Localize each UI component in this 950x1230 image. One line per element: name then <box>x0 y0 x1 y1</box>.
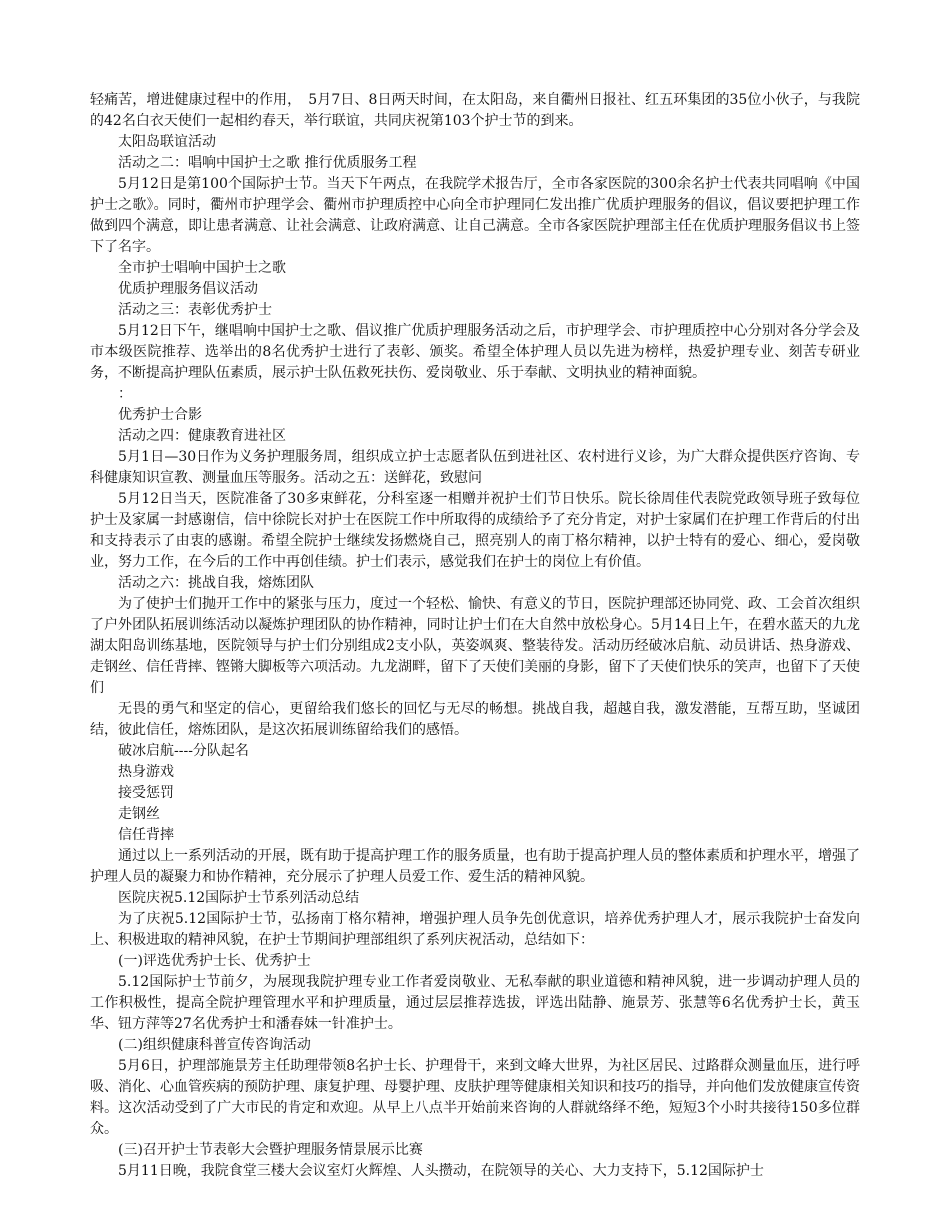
paragraph: 太阳岛联谊活动 <box>118 134 216 150</box>
paragraph: 活动之六：挑战自我，熔炼团队 <box>118 575 314 591</box>
paragraph: (三)召开护士节表彰大会暨护理服务情景展示比赛 <box>118 1142 423 1158</box>
paragraph: 通过以上一系列活动的开展，既有助于提高护理工作的服务质量，也有助于提高护理人员的整体素质和护理水平，增强了护理人员的凝聚力和协作精神，充分展示了护理人员爱工作、爱生活的精神风貌。 <box>90 848 860 885</box>
paragraph: 5月12日是第100个国际护士节。当天下午两点，在我院学术报告厅，全市各家医院的300余名护士代表共同唱响《中国护士之歌》。同时，衢州市护理学会、衢州市护理质控中心向全市护理同仁发出推广优质护理服务的倡议，倡议要把护理工作做到四个满意，即让患者满意、让社会满意、让政府满意、让自己满意。全市各家医院护理部主任在优质护理服务倡议书上签下了名字。 <box>90 176 860 255</box>
paragraph: 5.12国际护士节前夕，为展现我院护理专业工作者爱岗敬业、无私奉献的职业道德和精神风貌，进一步调动护理人员的工作积极性，提高全院护理管理水平和护理质量，通过层层推荐选拔，评选出陆静、施景芳、张慧等6名优秀护士长，黄玉华、钮方萍等27名优秀护士和潘春妹一针准护士。 <box>90 974 860 1032</box>
paragraph: 全市护士唱响中国护士之歌 <box>118 260 286 276</box>
paragraph: 为了使护士们抛开工作中的紧张与压力，度过一个轻松、愉快、有意义的节日，医院护理部还协同党、政、工会首次组织了户外团队拓展训练活动以凝炼护理团队的协作精神，同时让护士们在大自然中放松身心。5月14日上午，在碧水蓝天的九龙湖太阳岛训练基地，医院领导与护士们分别组成2支小队，英姿飒爽、整装待发。活动历经破冰启航、动员讲话、热身游戏、走钢丝、信任背摔、铿锵大脚板等六项活动。九龙湖畔，留下了天使们美丽的身影，留下了天使们快乐的笑声，也留下了天使们 <box>90 596 860 696</box>
paragraph: 优质护理服务倡议活动 <box>118 281 258 297</box>
paragraph: 5月12日当天，医院准备了30多束鲜花，分科室逐一相赠并祝护士们节日快乐。院长徐周佳代表院党政领导班子致每位护士及家属一封感谢信，信中徐院长对护士在医院工作中所取得的成绩给予了充分肯定，对护士家属们在护理工作背后的付出和支持表示了由衷的感谢。希望全院护士继续发扬燃烧自己，照亮别人的南丁格尔精神，以护士特有的爱心、细心，爱岗敬业，努力工作，在今后的工作中再创佳绩。护士们表示，感觉我们在护士的岗位上有价值。 <box>90 491 860 570</box>
paragraph: ： <box>118 386 132 402</box>
paragraph: (一)评选优秀护士长、优秀护士 <box>118 953 311 969</box>
paragraph: 活动之二：唱响中国护士之歌 推行优质服务工程 <box>118 155 417 171</box>
paragraph: 接受惩罚 <box>118 785 174 801</box>
paragraph: 破冰启航----分队起名 <box>118 743 249 759</box>
paragraph: (二)组织健康科普宣传咨询活动 <box>118 1037 311 1053</box>
paragraph: 活动之四：健康教育进社区 <box>118 428 286 444</box>
paragraph: 活动之三：表彰优秀护士 <box>118 302 272 318</box>
paragraph: 优秀护士合影 <box>118 407 202 423</box>
paragraph: 医院庆祝5.12国际护士节系列活动总结 <box>118 890 360 906</box>
paragraph: 信任背摔 <box>118 827 174 843</box>
paragraph: 5月6日，护理部施景芳主任助理带领8名护士长、护理骨干，来到文峰大世界，为社区居民、过路群众测量血压，进行呼吸、消化、心血管疾病的预防护理、康复护理、母婴护理、皮肤护理等健康相关知识和技巧的指导，并向他们发放健康宣传资料。这次活动受到了广大市民的肯定和欢迎。从早上八点半开始前来咨询的人群就络绎不绝，短短3个小时共接待150多位群众。 <box>90 1058 860 1137</box>
paragraph: 轻痛苦，增进健康过程中的作用， 5月7日、8日两天时间，在太阳岛，来自衢州日报社、红五环集团的35位小伙子，与我院的42名白衣天使们一起相约春天，举行联谊，共同庆祝第103个护士节的到来。 <box>90 92 860 129</box>
paragraph: 5月1日—30日作为义务护理服务周，组织成立护士志愿者队伍到进社区、农村进行义诊，为广大群众提供医疗咨询、专科健康知识宣教、测量血压等服务。活动之五：送鲜花，致慰问 <box>90 449 860 486</box>
paragraph: 5月11日晚，我院食堂三楼大会议室灯火辉煌、人头攒动，在院领导的关心、大力支持下，5.12国际护士 <box>118 1163 764 1179</box>
paragraph: 走钢丝 <box>118 806 160 822</box>
paragraph: 热身游戏 <box>118 764 174 780</box>
paragraph: 为了庆祝5.12国际护士节，弘扬南丁格尔精神，增强护理人员争先创优意识，培养优秀护理人才，展示我院护士奋发向上、积极进取的精神风貌，在护士节期间护理部组织了系列庆祝活动，总结如下： <box>90 911 860 948</box>
paragraph: 无畏的勇气和坚定的信心，更留给我们悠长的回忆与无尽的畅想。挑战自我，超越自我，激发潜能，互帮互助，坚诚团结，彼此信任，熔炼团队，是这次拓展训练留给我们的感悟。 <box>90 701 860 738</box>
paragraph: 5月12日下午，继唱响中国护士之歌、倡议推广优质护理服务活动之后，市护理学会、市护理质控中心分别对各分学会及市本级医院推荐、选举出的8名优秀护士进行了表彰、颁奖。希望全体护理人员以先进为榜样，热爱护理专业、刻苦专研业务，不断提高护理队伍素质，展示护士队伍救死扶伤、爱岗敬业、乐于奉献、文明执业的精神面貌。 <box>90 323 860 381</box>
